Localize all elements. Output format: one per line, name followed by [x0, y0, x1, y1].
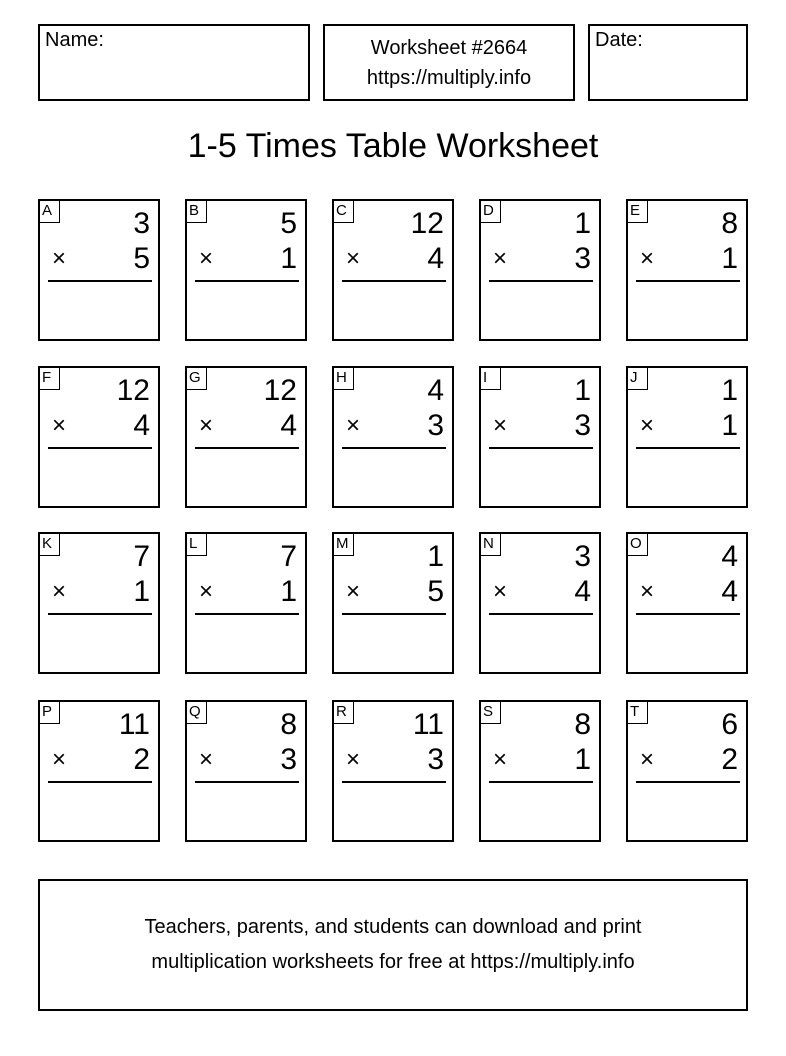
- answer-line: [342, 280, 446, 282]
- problem-card[interactable]: [479, 366, 601, 508]
- multiplier: 4: [574, 575, 591, 608]
- answer-line: [489, 280, 593, 282]
- multiplier: 5: [133, 242, 150, 275]
- multiplier: 3: [427, 743, 444, 776]
- multiplier: 1: [133, 575, 150, 608]
- worksheet-url[interactable]: https://multiply.info: [366, 67, 532, 89]
- answer-line: [195, 781, 299, 783]
- multiplicand: 12: [410, 207, 444, 240]
- times-sign: ×: [346, 245, 361, 272]
- multiplier: 1: [280, 575, 297, 608]
- times-sign: ×: [199, 578, 214, 605]
- multiplicand: 1: [574, 374, 591, 407]
- times-sign: ×: [493, 746, 508, 773]
- multiplicand: 4: [427, 374, 444, 407]
- multiplicand: 8: [280, 708, 297, 741]
- multiplier: 1: [574, 743, 591, 776]
- multiplier: 2: [133, 743, 150, 776]
- multiplicand: 11: [118, 708, 150, 741]
- problem-card[interactable]: [38, 700, 160, 842]
- times-sign: ×: [640, 578, 655, 605]
- multiplicand: 3: [133, 207, 150, 240]
- problem-letter: A: [40, 201, 60, 223]
- multiplier: 4: [427, 242, 444, 275]
- answer-line: [636, 280, 740, 282]
- answer-line: [489, 447, 593, 449]
- answer-line: [48, 447, 152, 449]
- problem-letter: F: [40, 368, 60, 390]
- multiplier: 1: [721, 409, 738, 442]
- problem-card[interactable]: [185, 366, 307, 508]
- multiplicand: 7: [280, 540, 297, 573]
- multiplier: 3: [574, 242, 591, 275]
- times-sign: ×: [52, 578, 67, 605]
- multiplier: 4: [721, 575, 738, 608]
- times-sign: ×: [640, 746, 655, 773]
- multiplicand: 5: [280, 207, 297, 240]
- problem-card[interactable]: [332, 532, 454, 674]
- answer-line: [636, 447, 740, 449]
- times-sign: ×: [199, 245, 214, 272]
- problem-card[interactable]: [626, 199, 748, 341]
- times-sign: ×: [199, 412, 214, 439]
- times-sign: ×: [52, 412, 67, 439]
- answer-line: [636, 613, 740, 615]
- times-sign: ×: [52, 746, 67, 773]
- multiplicand: 8: [574, 708, 591, 741]
- answer-line: [48, 280, 152, 282]
- problem-letter: E: [628, 201, 648, 223]
- multiplier: 5: [427, 575, 444, 608]
- problem-card[interactable]: [626, 532, 748, 674]
- problem-card[interactable]: [479, 199, 601, 341]
- answer-line: [195, 613, 299, 615]
- problem-letter: M: [334, 534, 354, 556]
- problem-card[interactable]: [38, 199, 160, 341]
- answer-line: [489, 781, 593, 783]
- problem-letter: O: [628, 534, 648, 556]
- problem-letter: T: [628, 702, 648, 724]
- answer-line: [195, 280, 299, 282]
- multiplicand: 11: [412, 708, 444, 741]
- footer-line-2: multiplication worksheets for free at https://multiply.info: [151, 951, 635, 973]
- problem-letter: J: [628, 368, 648, 390]
- times-sign: ×: [640, 412, 655, 439]
- problem-card[interactable]: [332, 199, 454, 341]
- problem-card[interactable]: [38, 532, 160, 674]
- multiplicand: 12: [263, 374, 297, 407]
- problem-letter: H: [334, 368, 354, 390]
- times-sign: ×: [493, 412, 508, 439]
- times-sign: ×: [199, 746, 214, 773]
- footer-line-1: Teachers, parents, and students can download and print: [144, 916, 642, 938]
- answer-line: [342, 781, 446, 783]
- times-sign: ×: [346, 578, 361, 605]
- problem-card[interactable]: [332, 700, 454, 842]
- multiplier: 4: [133, 409, 150, 442]
- problem-card[interactable]: [185, 199, 307, 341]
- answer-line: [48, 613, 152, 615]
- problem-letter: N: [481, 534, 501, 556]
- problem-letter: B: [187, 201, 207, 223]
- answer-line: [48, 781, 152, 783]
- problem-letter: Q: [187, 702, 207, 724]
- times-sign: ×: [346, 412, 361, 439]
- answer-line: [489, 613, 593, 615]
- multiplicand: 7: [133, 540, 150, 573]
- problem-letter: S: [481, 702, 501, 724]
- footer-box: [38, 879, 748, 1011]
- times-sign: ×: [52, 245, 67, 272]
- multiplier: 1: [280, 242, 297, 275]
- problem-letter: D: [481, 201, 501, 223]
- problem-card[interactable]: [626, 700, 748, 842]
- multiplier: 2: [721, 743, 738, 776]
- problem-letter: G: [187, 368, 207, 390]
- problem-letter: L: [187, 534, 207, 556]
- multiplier: 4: [280, 409, 297, 442]
- times-sign: ×: [493, 245, 508, 272]
- date-label: Date:: [595, 29, 643, 51]
- multiplier: 3: [427, 409, 444, 442]
- problem-card[interactable]: [626, 366, 748, 508]
- multiplicand: 1: [721, 374, 738, 407]
- multiplicand: 4: [721, 540, 738, 573]
- multiplicand: 1: [574, 207, 591, 240]
- problem-letter: P: [40, 702, 60, 724]
- name-label: Name:: [45, 29, 104, 51]
- multiplicand: 6: [721, 708, 738, 741]
- problem-card[interactable]: [479, 700, 601, 842]
- page-title: 1-5 Times Table Worksheet: [187, 127, 599, 165]
- multiplicand: 1: [427, 540, 444, 573]
- multiplier: 3: [574, 409, 591, 442]
- multiplicand: 12: [116, 374, 150, 407]
- problem-letter: R: [334, 702, 354, 724]
- multiplier: 1: [721, 242, 738, 275]
- answer-line: [195, 447, 299, 449]
- problem-card[interactable]: [332, 366, 454, 508]
- problem-card[interactable]: [38, 366, 160, 508]
- problem-card[interactable]: [479, 532, 601, 674]
- multiplicand: 8: [721, 207, 738, 240]
- problem-letter: C: [334, 201, 354, 223]
- answer-line: [636, 781, 740, 783]
- problem-card[interactable]: [185, 700, 307, 842]
- problem-letter: I: [481, 368, 501, 390]
- times-sign: ×: [493, 578, 508, 605]
- problem-card[interactable]: [185, 532, 307, 674]
- problem-letter: K: [40, 534, 60, 556]
- multiplier: 3: [280, 743, 297, 776]
- answer-line: [342, 613, 446, 615]
- times-sign: ×: [640, 245, 655, 272]
- multiplicand: 3: [574, 540, 591, 573]
- answer-line: [342, 447, 446, 449]
- times-sign: ×: [346, 746, 361, 773]
- worksheet-number: Worksheet #2664: [370, 37, 528, 59]
